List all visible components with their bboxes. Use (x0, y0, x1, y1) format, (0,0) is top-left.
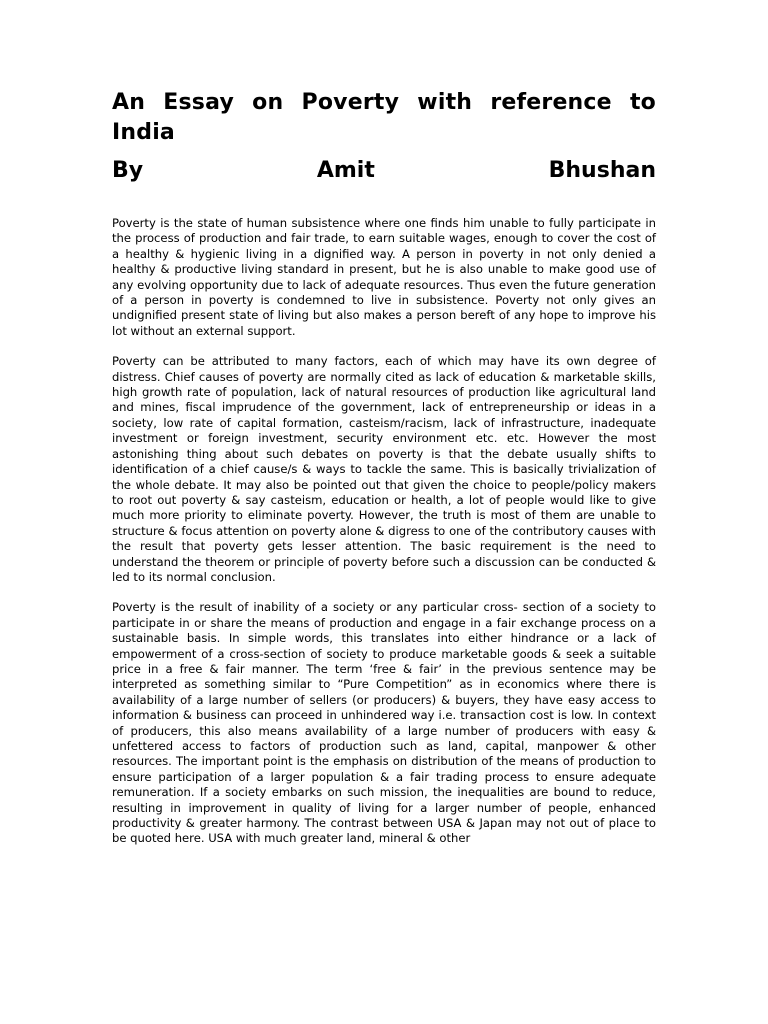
author-first-name: Amit (316, 158, 375, 183)
paragraph-1: Poverty is the state of human subsistence where one finds him unable to fully participate in the process of production and fair trade, to earn suitable wages, enough to cover the cost of a healthy & hygienic living in a dignified way. A person in poverty in not only denied a healthy & productive living standard in present, but he is also unable to make good use of any evolving opportunity due to lack of adequate resources. Thus even the future generation of a person in poverty is condemned to live in subsistence. Poverty not only gives an undignified present state of living but also makes a person bereft of any hope to improve his lot without an external support. (112, 216, 656, 338)
essay-body (112, 216, 656, 847)
paragraph-2: Poverty can be attributed to many factors, each of which may have its own degree of distress. Chief causes of poverty are normally cited as lack of education & marketable skills, high growth rate of population, lack of natural resources of production like agricultural land and mines, fiscal imprudence of the government, lack of entrepreneurship or ideas in a society, low rate of capital formation, casteism/racism, lack of infrastructure, inadequate investment or foreign investment, security environment etc. etc. However the most astonishing thing about such debates on poverty is that the debate usually shifts to identification of a chief cause/s & ways to tackle the same. This is basically trivialization of the whole debate. It may also be pointed out that given the choice to people/policy makers to root out poverty & say casteism, education or health, a lot of people would like to give much more priority to eliminate poverty. However, the truth is most of them are unable to structure & focus attention on poverty alone & digress to one of the contributory causes with the result that poverty gets lesser attention. The basic requirement is the need to understand the theorem or principle of poverty before such a discussion can be conducted & led to its normal conclusion. (112, 354, 656, 584)
byline-by: By (112, 158, 144, 183)
essay-title: An Essay on Poverty with reference to India (112, 90, 656, 145)
author-byline (112, 156, 656, 186)
paragraph-3: Poverty is the result of inability of a society or any particular cross- section of a society to participate in or share the means of production and engage in a fair exchange process on a sustainable basis. In simple words, this translates into either hindrance or a lack of empowerment of a cross-section of society to produce marketable goods & seek a suitable price in a free & fair manner. The term ‘free & fair’ in the previous sentence may be interpreted as something similar to “Pure Competition” as in economics where there is availability of a large number of sellers (or producers) & buyers, they have easy access to information & business can proceed in unhindered way i.e. transaction cost is low. In context of producers, this also means availability of a large number of producers with easy & unfettered access to factors of production such as land, capital, manpower & other resources. The important point is the emphasis on distribution of the means of production to ensure participation of a larger population & a fair trading process to ensure adequate remuneration. If a society embarks on such mission, the inequalities are bound to reduce, resulting in improvement in quality of living for a larger number of people, enhanced productivity & greater harmony. The contrast between USA & Japan may not out of place to be quoted here. USA with much greater land, mineral & other (112, 600, 656, 846)
author-last-name: Bhushan (548, 158, 656, 183)
